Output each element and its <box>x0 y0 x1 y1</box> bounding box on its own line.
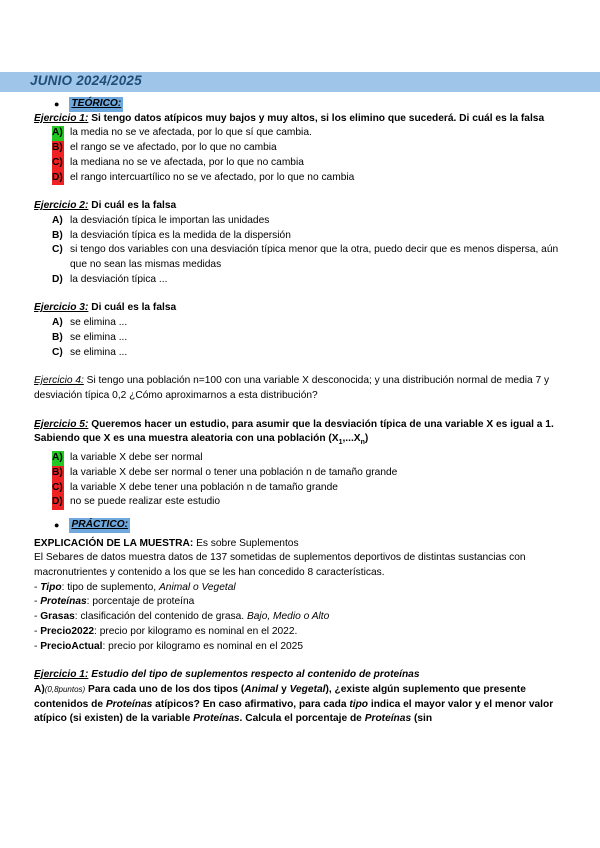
option-text: se elimina ... <box>70 331 128 343</box>
option-letter: D) <box>52 171 64 186</box>
var-desc: : tipo de suplemento, <box>61 581 159 593</box>
practico-label: PRÁCTICO: <box>69 518 130 533</box>
question-ex3 <box>34 301 564 316</box>
option-letter: B) <box>52 229 63 241</box>
ex3-text: Di cuál es la falsa <box>88 302 177 314</box>
option-text: la desviación típica ... <box>70 273 168 285</box>
option-item <box>34 214 564 229</box>
variable-item: - PrecioActual: precio por kilogramo es nominal en el 2025 <box>34 640 303 652</box>
ex2-label: Ejercicio 2: <box>34 200 89 212</box>
explicacion-text: Es sobre Suplementos <box>193 537 299 549</box>
var-name: PrecioActual <box>40 640 103 652</box>
option-text: la variable X debe ser normal o tener una población n de tamaño grande <box>70 466 398 478</box>
variable-item: - Proteínas: porcentaje de proteína <box>34 596 195 608</box>
var-desc: : precio por kilogramo es nominal en el 2022. <box>94 625 298 637</box>
a-text: tipo <box>349 698 369 710</box>
option-item <box>34 273 564 288</box>
option-text: si tengo dos variables con una desviación típica menor que la otra, puedo decir que es menos dispersa, aún que no sean las mismas medidas <box>70 244 559 271</box>
a-text: indica el mayor valor y el menor valor atípico (si existen) de la variable <box>34 698 554 725</box>
var-extra: Animal o Vegetal <box>158 581 236 593</box>
ex3-label: Ejercicio 3: <box>34 302 89 314</box>
variable-item: - Grasas: clasificación del contenido de grasa. Bajo, Medio o Alto <box>34 611 330 623</box>
ex1-text: Si tengo datos atípicos muy bajos y muy altos, si los elimino que sucederá. Di cuál es la falsa <box>88 112 545 124</box>
option-letter: C) <box>52 244 63 256</box>
variable-item: - Precio2022: precio por kilogramo es nominal en el 2022. <box>34 625 298 637</box>
option-letter: A) <box>52 317 63 329</box>
sample-explanation <box>34 537 564 552</box>
question-ex4 <box>34 374 564 403</box>
practico-ex1-a <box>34 683 564 727</box>
option-letter: B) <box>52 331 63 343</box>
option-text: la desviación típica le importan las unidades <box>70 214 270 226</box>
section-teorico-heading <box>54 97 564 112</box>
var-desc: : precio por kilogramo es nominal en el 2025 <box>102 640 303 652</box>
option-letter: B) <box>52 141 64 156</box>
option-letter: B) <box>52 466 64 481</box>
teorico-label: TEÓRICO: <box>69 97 123 112</box>
var-desc: : porcentaje de proteína <box>86 596 195 608</box>
var-name: Tipo <box>40 581 62 593</box>
a-text: Proteínas <box>193 713 240 725</box>
option-item <box>34 171 564 186</box>
var-extra: Bajo, Medio o Alto <box>246 611 330 623</box>
option-item <box>34 466 564 481</box>
section-practico-heading <box>54 518 564 533</box>
ex4-text: Si tengo una población n=100 con una variable X desconocida; y una distribución normal de media 7 y desviación típica 0,2 ¿Cómo aproximarnos a esta distribución? <box>34 375 550 401</box>
option-item <box>34 126 564 141</box>
ex3-options <box>34 316 564 360</box>
ex5-sub2: n <box>360 439 365 447</box>
option-text: la mediana no se ve afectada, por lo que no cambia <box>70 156 304 168</box>
practico-ex1-title <box>34 668 564 683</box>
a-text: . Calcula el porcentaje de <box>239 713 365 725</box>
ex1-label: Ejercicio 1: <box>34 112 89 124</box>
question-ex1 <box>34 112 564 127</box>
option-letter: C) <box>52 156 64 171</box>
bullet-icon: ● <box>54 519 60 530</box>
option-letter: C) <box>52 481 64 496</box>
option-item <box>34 495 564 510</box>
a-text: ), ¿existe algún suplemento que presente contenidos de <box>34 683 526 710</box>
practico-ex1-title-text: Estudio del tipo de suplementos respecto al contenido de proteínas <box>88 669 420 681</box>
ex5-text: Queremos hacer un estudio, para asumir que la desviación típica de una variable X es igual a 1. Sabiendo que X es una muestra aleatoria con una población (X <box>34 418 554 445</box>
ex5-mid: ,...X <box>342 433 361 445</box>
bullet-icon: ● <box>54 99 60 109</box>
question-ex5 <box>34 418 564 451</box>
ex4-label: Ejercicio 4: <box>34 375 84 387</box>
ex2-options <box>34 214 564 288</box>
a-text: atípicos? En caso afirmativo, para cada <box>152 698 350 710</box>
a-text: (sin <box>411 713 433 725</box>
a-text: Para cada uno de los dos tipos ( <box>85 683 245 695</box>
option-item <box>34 229 564 244</box>
question-ex2 <box>34 199 564 214</box>
option-text: no se puede realizar este estudio <box>70 496 221 508</box>
option-item <box>34 451 564 466</box>
option-text: el rango se ve afectado, por lo que no cambia <box>70 142 277 154</box>
ex5-end: ) <box>364 433 369 445</box>
option-letter: D) <box>52 273 63 285</box>
option-letter: D) <box>52 495 64 510</box>
option-text: se elimina ... <box>70 317 128 329</box>
explicacion-label: EXPLICACIÓN DE LA MUESTRA: <box>34 537 194 549</box>
variable-item: - Tipo: tipo de suplemento, Animal o Vegetal <box>34 581 236 593</box>
option-text: el rango intercuartílico no se ve afectado, por lo que no cambia <box>70 171 355 183</box>
option-letter: A) <box>52 126 64 141</box>
a-points: (0,8puntos) <box>44 684 86 694</box>
option-item <box>34 316 564 331</box>
option-text: la media no se ve afectada, por lo que sí que cambia. <box>70 127 312 139</box>
option-text: la desviación típica es la medida de la dispersión <box>70 229 291 241</box>
option-text: la variable X debe ser normal <box>70 452 203 464</box>
option-letter: A) <box>52 214 63 226</box>
a-text: Proteínas <box>364 713 412 725</box>
ex2-text: Di cuál es la falsa <box>88 200 177 212</box>
var-name: Precio2022 <box>40 625 95 637</box>
option-item <box>34 346 564 361</box>
option-text: la variable X debe tener una población n de tamaño grande <box>70 481 338 493</box>
document-body <box>34 97 564 727</box>
sample-intro: El Sebares de datos muestra datos de 137 sometidas de suplementos deportivos de distintas sustancias con macronutrientes y contenido a los que se les han concedido 8 características. <box>34 552 526 579</box>
option-item <box>34 331 564 346</box>
option-item <box>34 141 564 156</box>
ex1-options <box>34 126 564 185</box>
a-text: Animal <box>244 683 279 695</box>
option-item <box>34 481 564 496</box>
practico-ex1-label: Ejercicio 1: <box>34 669 89 681</box>
ex5-sub1: 1 <box>338 439 343 447</box>
a-label: A) <box>34 683 45 695</box>
a-text: Proteínas <box>105 698 153 710</box>
var-desc: : clasificación del contenido de grasa. <box>74 611 247 623</box>
option-letter: A) <box>52 451 64 466</box>
page-title: JUNIO 2024/2025 <box>30 73 142 88</box>
ex5-options <box>34 451 564 510</box>
ex5-label: Ejercicio 5: <box>34 418 89 430</box>
var-name: Proteínas <box>40 596 87 608</box>
a-text: Vegetal <box>289 683 326 695</box>
option-text: se elimina ... <box>70 346 128 358</box>
option-item <box>34 243 564 272</box>
option-letter: C) <box>52 346 63 358</box>
option-item <box>34 156 564 171</box>
a-text: y <box>278 683 290 695</box>
var-name: Grasas <box>40 611 75 623</box>
